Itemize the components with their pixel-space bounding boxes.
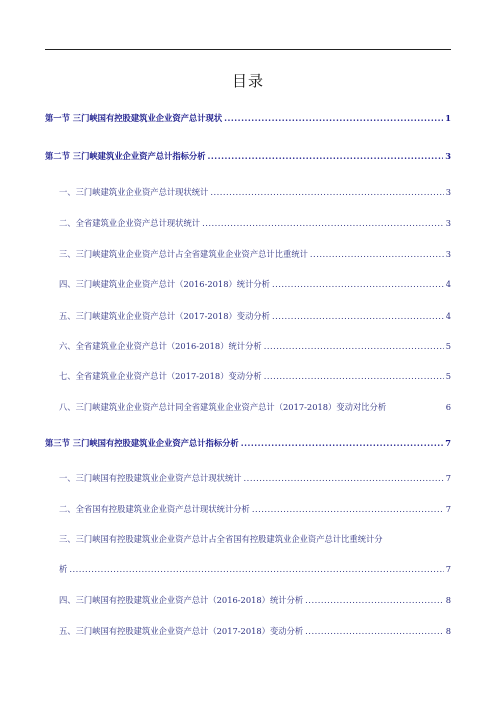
toc-entry-label: 析 [59,564,68,574]
toc-entry-label: 第三节 三门峡国有控股建筑业企业资产总计指标分析 [45,438,239,448]
toc-entry-3-5[interactable] [45,625,451,637]
dot-leader [244,472,444,484]
toc-entry-3-4[interactable] [45,594,451,606]
toc-page-number: 1 [445,113,451,123]
toc-entry-label: 二、全省建筑业企业资产总计现状统计 [59,218,201,228]
dot-leader [264,370,444,382]
toc-entry-label: 六、全省建筑业企业资产总计（2016-2018）统计分析 [59,341,262,351]
toc-entry-2-6[interactable] [45,340,451,352]
toc-entry-label: 一、三门峡国有控股建筑业企业资产总计现状统计 [59,473,242,483]
dot-leader [252,503,444,515]
toc-page-number: 6 [445,402,451,412]
toc-entry-label: 五、三门峡建筑业企业资产总计（2017-2018）变动分析 [59,311,270,321]
toc-page-number: 7 [445,564,451,574]
dot-leader [272,310,444,322]
toc-entry-label: 八、三门峡建筑业企业资产总计同全省建筑业企业资产总计（2017-2018）变动对比分析 [59,402,387,412]
toc-entry-label: 四、三门峡建筑业企业资产总计（2016-2018）统计分析 [59,279,270,289]
toc-entry-3-3-line-2[interactable] [45,563,451,575]
toc-entry-2-5[interactable] [45,310,451,322]
toc-entry-label: 三、三门峡建筑业企业资产总计占全省建筑业企业资产总计比重统计 [59,249,308,259]
toc-entry-3-3-line-1[interactable]: 三、三门峡国有控股建筑业企业资产总计占全省国有控股建筑业企业资产总计比重统计分 [59,534,383,544]
toc-page-number: 7 [445,504,451,514]
toc-entry-label: 一、三门峡建筑业企业资产总计现状统计 [59,187,209,197]
toc-entry-section-2[interactable] [45,150,451,162]
dot-leader [305,625,444,637]
dot-leader [310,248,444,260]
toc-entry-2-3[interactable] [45,248,451,260]
toc-page-number: 4 [445,311,451,321]
header-rule [45,49,451,50]
toc-page-number: 7 [445,438,451,448]
dot-leader [210,186,443,198]
dot-leader [264,340,444,352]
dot-leader [241,437,444,449]
toc-page-number: 3 [445,151,451,161]
toc-entry-2-1[interactable] [45,186,451,198]
toc-page-number: 3 [445,218,451,228]
dot-leader [224,112,443,124]
toc-entry-label: 五、三门峡国有控股建筑业企业资产总计（2017-2018）变动分析 [59,626,304,636]
toc-entry-section-3[interactable] [45,437,451,449]
dot-leader [202,217,444,229]
toc-page-number: 5 [445,371,451,381]
toc-page-number: 5 [445,341,451,351]
dot-leader [208,150,444,162]
toc-entry-label: 七、全省建筑业企业资产总计（2017-2018）变动分析 [59,371,262,381]
dot-leader [272,278,444,290]
toc-page-number: 4 [445,279,451,289]
toc-entry-2-2[interactable] [45,217,451,229]
toc-entry-label: 二、全省国有控股建筑业企业资产总计现状统计分析 [59,504,250,514]
toc-entry-3-1[interactable] [45,472,451,484]
toc-entry-3-2[interactable] [45,503,451,515]
toc-entry-2-7[interactable] [45,370,451,382]
toc-page-number: 3 [445,249,451,259]
toc-entry-label: 第二节 三门峡建筑业企业资产总计指标分析 [45,151,206,161]
toc-page-number: 8 [445,626,451,636]
toc-entry-label: 四、三门峡国有控股建筑业企业资产总计（2016-2018）统计分析 [59,595,304,605]
page-title: 目录 [231,72,264,90]
toc-entry-label: 第一节 三门峡国有控股建筑业企业资产总计现状 [45,113,223,123]
toc-page-number: 7 [445,473,451,483]
toc-page-number: 3 [445,187,451,197]
toc-entry-2-4[interactable] [45,278,451,290]
toc-entry-2-8[interactable] [45,401,451,413]
dot-leader [69,563,443,575]
dot-leader [305,594,444,606]
toc-page-number: 8 [445,595,451,605]
toc-entry-section-1[interactable] [45,112,451,124]
